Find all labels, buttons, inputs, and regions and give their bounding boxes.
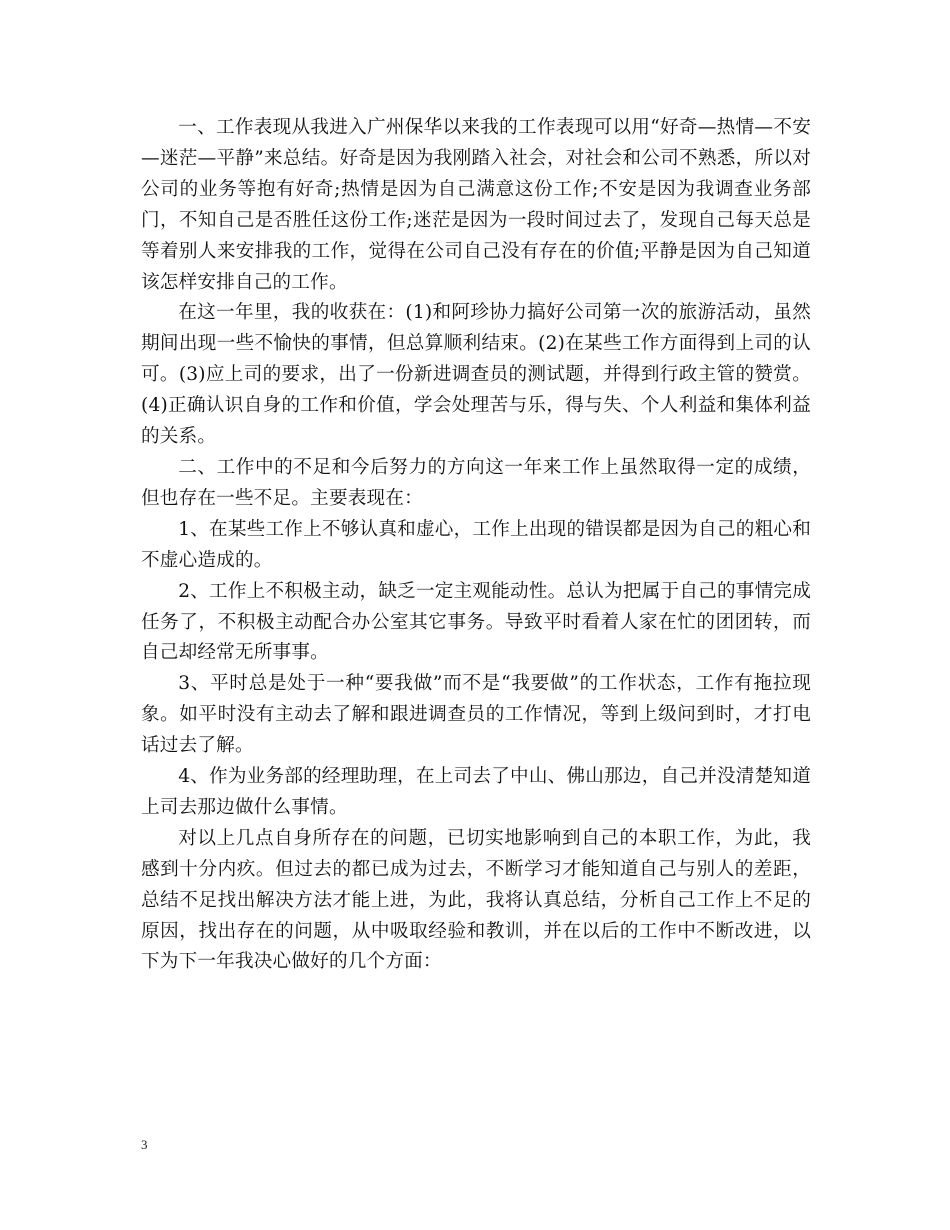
paragraph-shortcomings-intro: 二、工作中的不足和今后努力的方向这一年来工作上虽然取得一定的成绩，但也存在一些不足。主要表现在：	[141, 456, 811, 509]
paragraph-shortcoming-3: 3、平时总是处于一种“要我做”而不是“我要做”的工作状态，工作有拖拉现象。如平时没有主动去了解和跟进调查员的工作情况，等到上级问到时，才打电话过去了解。	[141, 673, 811, 757]
paragraph-work-performance: 一、工作表现从我进入广州保华以来我的工作表现可以用“好奇—热情—不安—迷茫—平静”来总结。好奇是因为我刚踏入社会，对社会和公司不熟悉，所以对公司的业务等抱有好奇;热情是因为自己满意这份工作;不安是因为我调查业务部门，不知自己是否胜任这份工作;迷茫是因为一段时间过去了，发现自己每天总是等着别人来安排我的工作，觉得在公司自己没有存在的价值;平静是因为自己知道该怎样安排自己的工作。	[141, 117, 811, 293]
paragraph-shortcoming-4: 4、作为业务部的经理助理，在上司去了中山、佛山那边，自己并没清楚知道上司去那边做什么事情。	[141, 766, 811, 818]
document-body	[141, 113, 811, 978]
paragraph-shortcoming-2: 2、工作上不积极主动，缺乏一定主观能动性。总认为把属于自己的事情完成任务了，不积极主动配合办公室其它事务。导致平时看着人家在忙的团团转，而自己却经常无所事事。	[141, 580, 811, 664]
paragraph-achievements: 在这一年里，我的收获在：(1)和阿珍协力搞好公司第一次的旅游活动，虽然期间出现一些不愉快的事情，但总算顺利结束。(2)在某些工作方面得到上司的认可。(3)应上司的要求，出了一份新进调查员的测试题，并得到行政主管的赞赏。(4)正确认识自身的工作和价值，学会处理苦与乐，得与失、个人利益和集体利益的关系。	[141, 302, 811, 448]
paragraph-shortcoming-1: 1、在某些工作上不够认真和虚心，工作上出现的错误都是因为自己的粗心和不虚心造成的。	[141, 518, 811, 571]
paragraph-improvement-plan: 对以上几点自身所存在的问题，已切实地影响到自己的本职工作，为此，我感到十分内疚。但过去的都已成为过去，不断学习才能知道自己与别人的差距，总结不足找出解决方法才能上进，为此，我将认真总结，分析自己工作上不足的原因，找出存在的问题，从中吸取经验和教训，并在以后的工作中不断改进，以下为下一年我决心做好的几个方面：	[141, 827, 811, 973]
page-number: 3	[141, 1137, 148, 1152]
